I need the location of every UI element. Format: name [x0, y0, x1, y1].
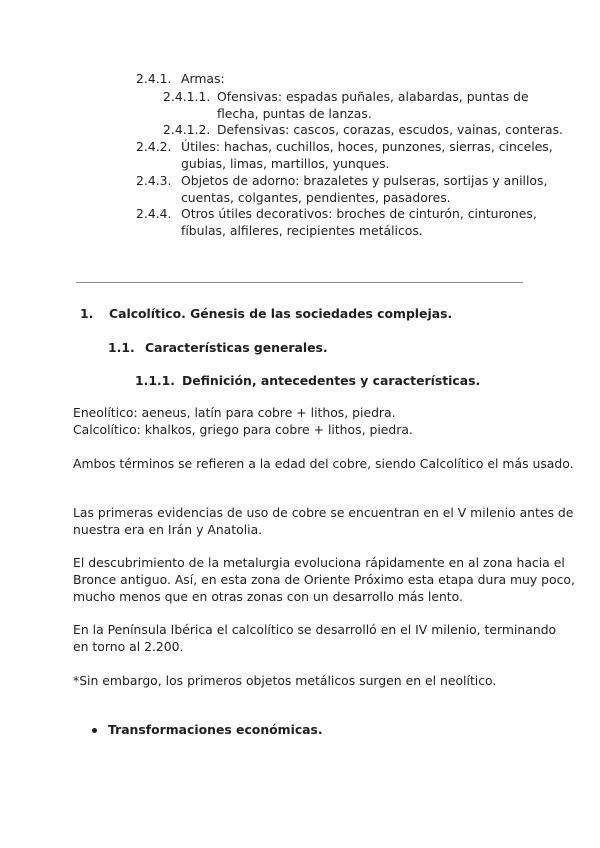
- section-divider: [76, 282, 523, 283]
- outline-number: 2.4.1.2.: [163, 122, 211, 137]
- paragraph-line: en torno al 2.200.: [73, 639, 184, 654]
- outline-text: Defensivas: cascos, corazas, escudos, vainas, conteras.: [217, 122, 563, 137]
- outline-text: gubias, limas, martillos, yunques.: [181, 156, 390, 171]
- bullet-icon: [92, 728, 97, 733]
- heading-3: Definición, antecedentes y características.: [182, 373, 481, 388]
- outline-text: cuentas, colgantes, pendientes, pasadores.: [181, 190, 451, 205]
- heading-1-number: 1.: [80, 306, 94, 321]
- paragraph-line: En la Península Ibérica el calcolítico se desarrolló en el IV milenio, terminando: [73, 622, 557, 637]
- heading-1: Calcolítico. Génesis de las sociedades complejas.: [109, 306, 453, 321]
- paragraph-line: mucho menos que en otras zonas con un desarrollo más lento.: [73, 589, 463, 604]
- paragraph-line: El descubrimiento de la metalurgia evoluciona rápidamente en al zona hacia el: [73, 555, 565, 570]
- heading-2-number: 1.1.: [108, 340, 135, 355]
- outline-text: Otros útiles decorativos: broches de cinturón, cinturones,: [181, 206, 537, 221]
- outline-number: 2.4.3.: [136, 173, 172, 188]
- outline-number: 2.4.1.1.: [163, 89, 211, 104]
- outline-text: Armas:: [181, 71, 225, 86]
- bullet-item: Transformaciones económicas.: [108, 722, 323, 737]
- definition-line: Eneolítico: aeneus, latín para cobre + lithos, piedra.: [73, 405, 396, 420]
- outline-text: Útiles: hachas, cuchillos, hoces, punzones, sierras, cinceles,: [181, 139, 553, 154]
- paragraph-line: Bronce antiguo. Así, en esta zona de Oriente Próximo esta etapa dura muy poco,: [73, 572, 575, 587]
- heading-2: Características generales.: [145, 340, 328, 355]
- outline-text: fíbulas, alfileres, recipientes metálicos.: [181, 223, 423, 238]
- definition-line: Calcolítico: khalkos, griego para cobre + lithos, piedra.: [73, 422, 413, 437]
- outline-text: Objetos de adorno: brazaletes y pulseras, sortijas y anillos,: [181, 173, 548, 188]
- outline-number: 2.4.2.: [136, 139, 172, 154]
- paragraph-line: nuestra era en Irán y Anatolia.: [73, 522, 263, 537]
- outline-text: flecha, puntas de lanzas.: [217, 106, 372, 121]
- paragraph-line: Las primeras evidencias de uso de cobre se encuentran en el V milenio antes de: [73, 505, 574, 520]
- outline-text: Ofensivas: espadas puñales, alabardas, puntas de: [217, 89, 529, 104]
- outline-number: 2.4.4.: [136, 206, 172, 221]
- note: *Sin embargo, los primeros objetos metálicos surgen en el neolítico.: [73, 673, 497, 688]
- outline-number: 2.4.1.: [136, 71, 172, 86]
- paragraph: Ambos términos se refieren a la edad del cobre, siendo Calcolítico el más usado.: [73, 456, 574, 471]
- heading-3-number: 1.1.1.: [135, 373, 175, 388]
